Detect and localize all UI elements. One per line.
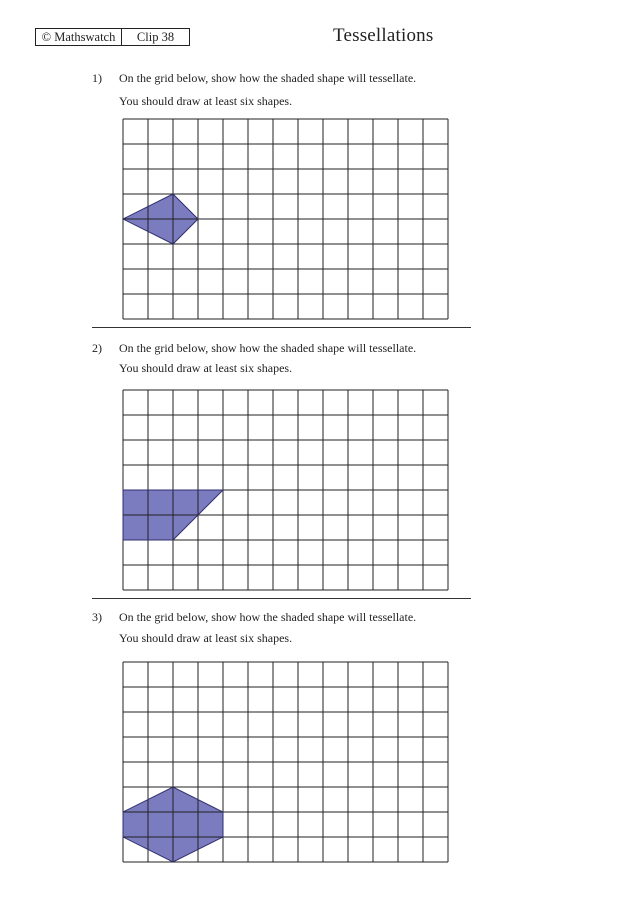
question-instruction: On the grid below, show how the shaded shape will tessellate. xyxy=(119,341,417,355)
question-number: 1) xyxy=(92,71,102,85)
brand-label: © Mathswatch xyxy=(36,29,122,45)
question-number: 3) xyxy=(92,610,102,624)
divider xyxy=(92,327,471,328)
question-subinstruction: You should draw at least six shapes. xyxy=(119,631,293,645)
tessellation-grid[interactable] xyxy=(122,389,450,591)
question-instruction: On the grid below, show how the shaded shape will tessellate. xyxy=(119,610,417,624)
grid-lines xyxy=(123,119,448,319)
question-subinstruction: You should draw at least six shapes. xyxy=(119,361,293,375)
tessellation-grid[interactable] xyxy=(122,118,450,320)
question-number: 2) xyxy=(92,341,102,355)
question-subinstruction: You should draw at least six shapes. xyxy=(119,94,293,108)
clip-label: Clip 38 xyxy=(136,29,175,44)
divider xyxy=(92,598,471,599)
tessellation-grid[interactable] xyxy=(122,661,450,863)
header-box xyxy=(35,28,190,46)
page-title: Tessellations xyxy=(333,25,434,46)
question-instruction: On the grid below, show how the shaded shape will tessellate. xyxy=(119,71,417,85)
